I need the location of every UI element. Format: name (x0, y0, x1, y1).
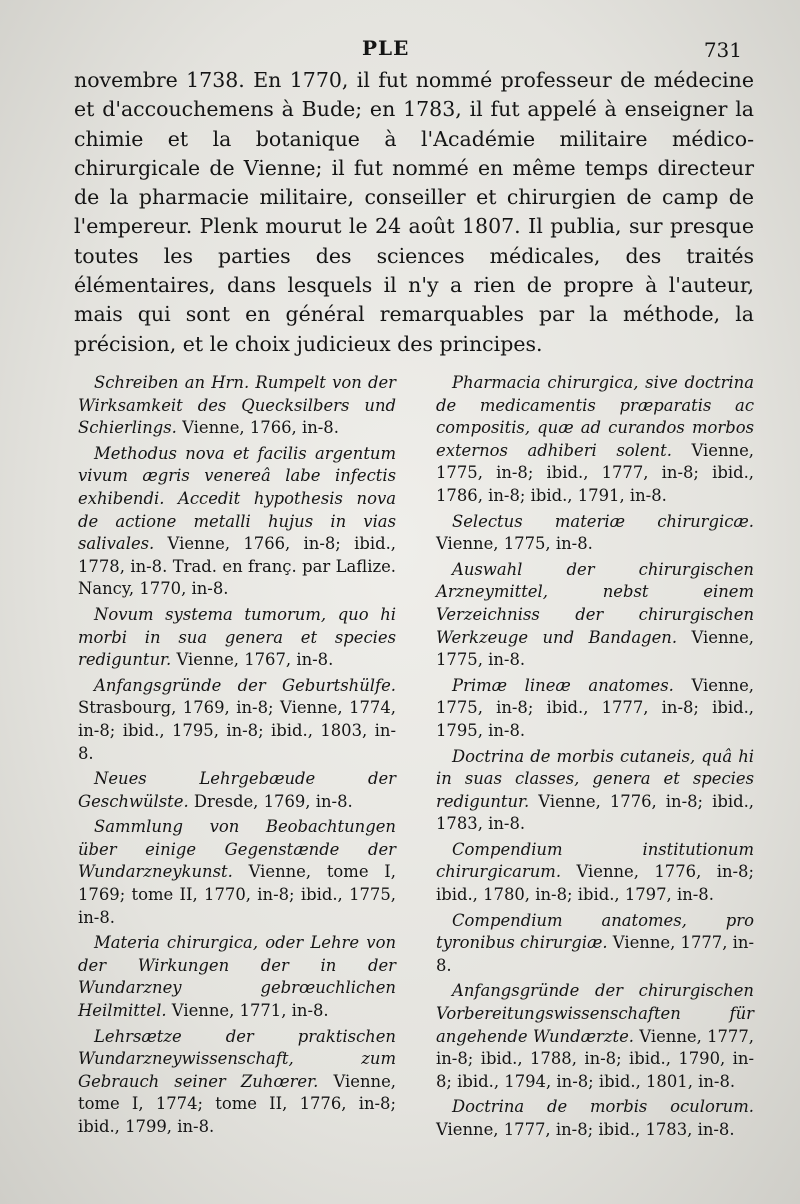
entry-title: Methodus nova et facilis argentum vivum ægris venereâ labe infectis exhibendi. Accedit hypothesis nova de actione metalli hujus in vias salivales. (78, 443, 396, 554)
entry-imprint: Vienne, 1766, in-8. (176, 418, 339, 438)
entry-imprint: Vienne, 1766, in-8; ibid., 1778, in-8. Trad. en franç. par Laflize. Nancy, 1770, in-8. (78, 534, 396, 599)
bibliography-entry (78, 443, 396, 604)
entry-imprint: Vienne, 1775, in-8; ibid., 1777, in-8; ibid., 1786, in-8; ibid., 1791, in-8. (436, 440, 754, 505)
bibliography-right-column (436, 372, 754, 1145)
entry-imprint: Vienne, 1775, in-8. (436, 627, 754, 670)
entry-title: Primæ lineæ anatomes. (452, 675, 674, 695)
entry-title: Anfangsgründe der chirurgischen Vorbereitungswissenschaften für angehende Wundærzte. (436, 981, 754, 1046)
entry-title: Neues Lehrgebæude der Geschwülste. (78, 769, 396, 811)
entry-title: Doctrina de morbis oculorum. (452, 1097, 754, 1117)
entry-imprint: Strasbourg, 1769, in-8; Vienne, 1774, in-8; ibid., 1795, in-8; ibid., 1803, in-8. (78, 698, 396, 763)
bibliography-entry (436, 559, 754, 675)
bibliography-entry (436, 372, 754, 511)
bibliography-entry (436, 839, 754, 910)
bibliography-entry (436, 910, 754, 981)
entry-title: Pharmacia chirurgica, sive doctrina de medicamentis præparatis ac compositis, quæ ad curandos morbos externos adhiberi solent. (436, 373, 754, 460)
bibliography-entry (436, 980, 754, 1096)
bibliography-entry (78, 675, 396, 768)
running-head: PLE (362, 36, 410, 60)
bibliography-left-column (78, 372, 396, 1145)
entry-imprint: Vienne, 1776, in-8; ibid., 1780, in-8; ibid., 1797, in-8. (436, 862, 754, 905)
entry-title: Sammlung von Beobachtungen über einige Gegenstænde der Wundarzneykunst. (78, 817, 396, 882)
entry-title: Lehrsætze der praktischen Wundarzneywissenschaft, zum Gebrauch seiner Zuhœrer. (78, 1026, 396, 1091)
bibliography-entry (436, 746, 754, 839)
entry-title: Doctrina de morbis cutaneis, quâ hi in suas classes, genera et species rediguntur. (436, 746, 754, 811)
page-header (0, 36, 800, 66)
entry-imprint: Vienne, 1775, in-8. (436, 534, 593, 554)
entry-title: Schreiben an Hrn. Rumpelt von der Wirksamkeit des Quecksilbers und Schierlings. (78, 373, 396, 438)
biography-paragraph: novembre 1738. En 1770, il fut nommé professeur de médecine et d'accouchemens à Bude; en 1783, il fut appelé à enseigner la chimie et la botanique à l'Académie militaire médico-chirurgicale de Vienne; il fut nommé en même temps directeur de la pharmacie militaire, conseiller et chirurgien de camp de l'empereur. Plenk mourut le 24 août 1807. Il publia, sur presque toutes les parties des sciences médicales, des traités élémentaires, dans lesquels il n'y a rien de propre à l'auteur, mais qui sont en général remarquables par la méthode, la précision, et le choix judicieux des principes. (74, 68, 754, 356)
entry-imprint: Vienne, 1771, in-8. (166, 1001, 329, 1021)
entry-imprint: Vienne, 1777, in-8; ibid., 1783, in-8. (436, 1120, 735, 1139)
entry-imprint: Vienne, 1775, in-8; ibid., 1777, in-8; ibid., 1795, in-8. (436, 675, 754, 740)
bibliography-entry (78, 1026, 396, 1142)
entry-title: Auswahl der chirurgischen Arzneymittel, nebst einem Verzeichniss der chirurgischen Werkzeuge und Bandagen. (436, 559, 754, 647)
entry-imprint: Dresde, 1769, in-8. (188, 791, 353, 811)
bibliography-entry (436, 511, 754, 559)
entry-title: Anfangsgründe der Geburtshülfe. (94, 675, 396, 695)
bibliography-entry (78, 932, 396, 1025)
bibliography-columns (78, 372, 754, 1145)
entry-title: Materia chirurgica, oder Lehre von der Wirkungen der in der Wundarzney gebrœuchlichen Heilmittel. (78, 933, 396, 1021)
bibliography-entry (78, 816, 396, 932)
entry-title: Compendium institutionum chirurgicarum. (436, 839, 754, 882)
entry-imprint: Vienne, 1767, in-8. (171, 650, 334, 670)
bibliography-entry (436, 1096, 754, 1144)
entry-title: Selectus materiæ chirurgicæ. (452, 511, 754, 531)
entry-title: Compendium anatomes, pro tyronibus chirurgiæ. (436, 910, 754, 953)
entry-imprint: Vienne, 1777, in-8; ibid., 1788, in-8; ibid., 1790, in-8; ibid., 1794, in-8; ibid., 1801, in-8. (436, 1026, 754, 1091)
page-number: 731 (703, 38, 742, 62)
entry-imprint: Vienne, 1777, in-8. (436, 933, 754, 975)
bibliography-entry (436, 675, 754, 746)
entry-imprint: Vienne, tome I, 1769; tome II, 1770, in-8; ibid., 1775, in-8. (78, 862, 396, 927)
bibliography-entry (78, 372, 396, 443)
entry-title: Novum systema tumorum, quo hi morbi in sua genera et species rediguntur. (78, 604, 396, 670)
entry-imprint: Vienne, tome I, 1774; tome II, 1776, in-8; ibid., 1799, in-8. (78, 1071, 396, 1136)
entry-imprint: Vienne, 1776, in-8; ibid., 1783, in-8. (436, 791, 754, 834)
bibliography-entry (78, 604, 396, 675)
bibliography-entry (78, 768, 396, 816)
